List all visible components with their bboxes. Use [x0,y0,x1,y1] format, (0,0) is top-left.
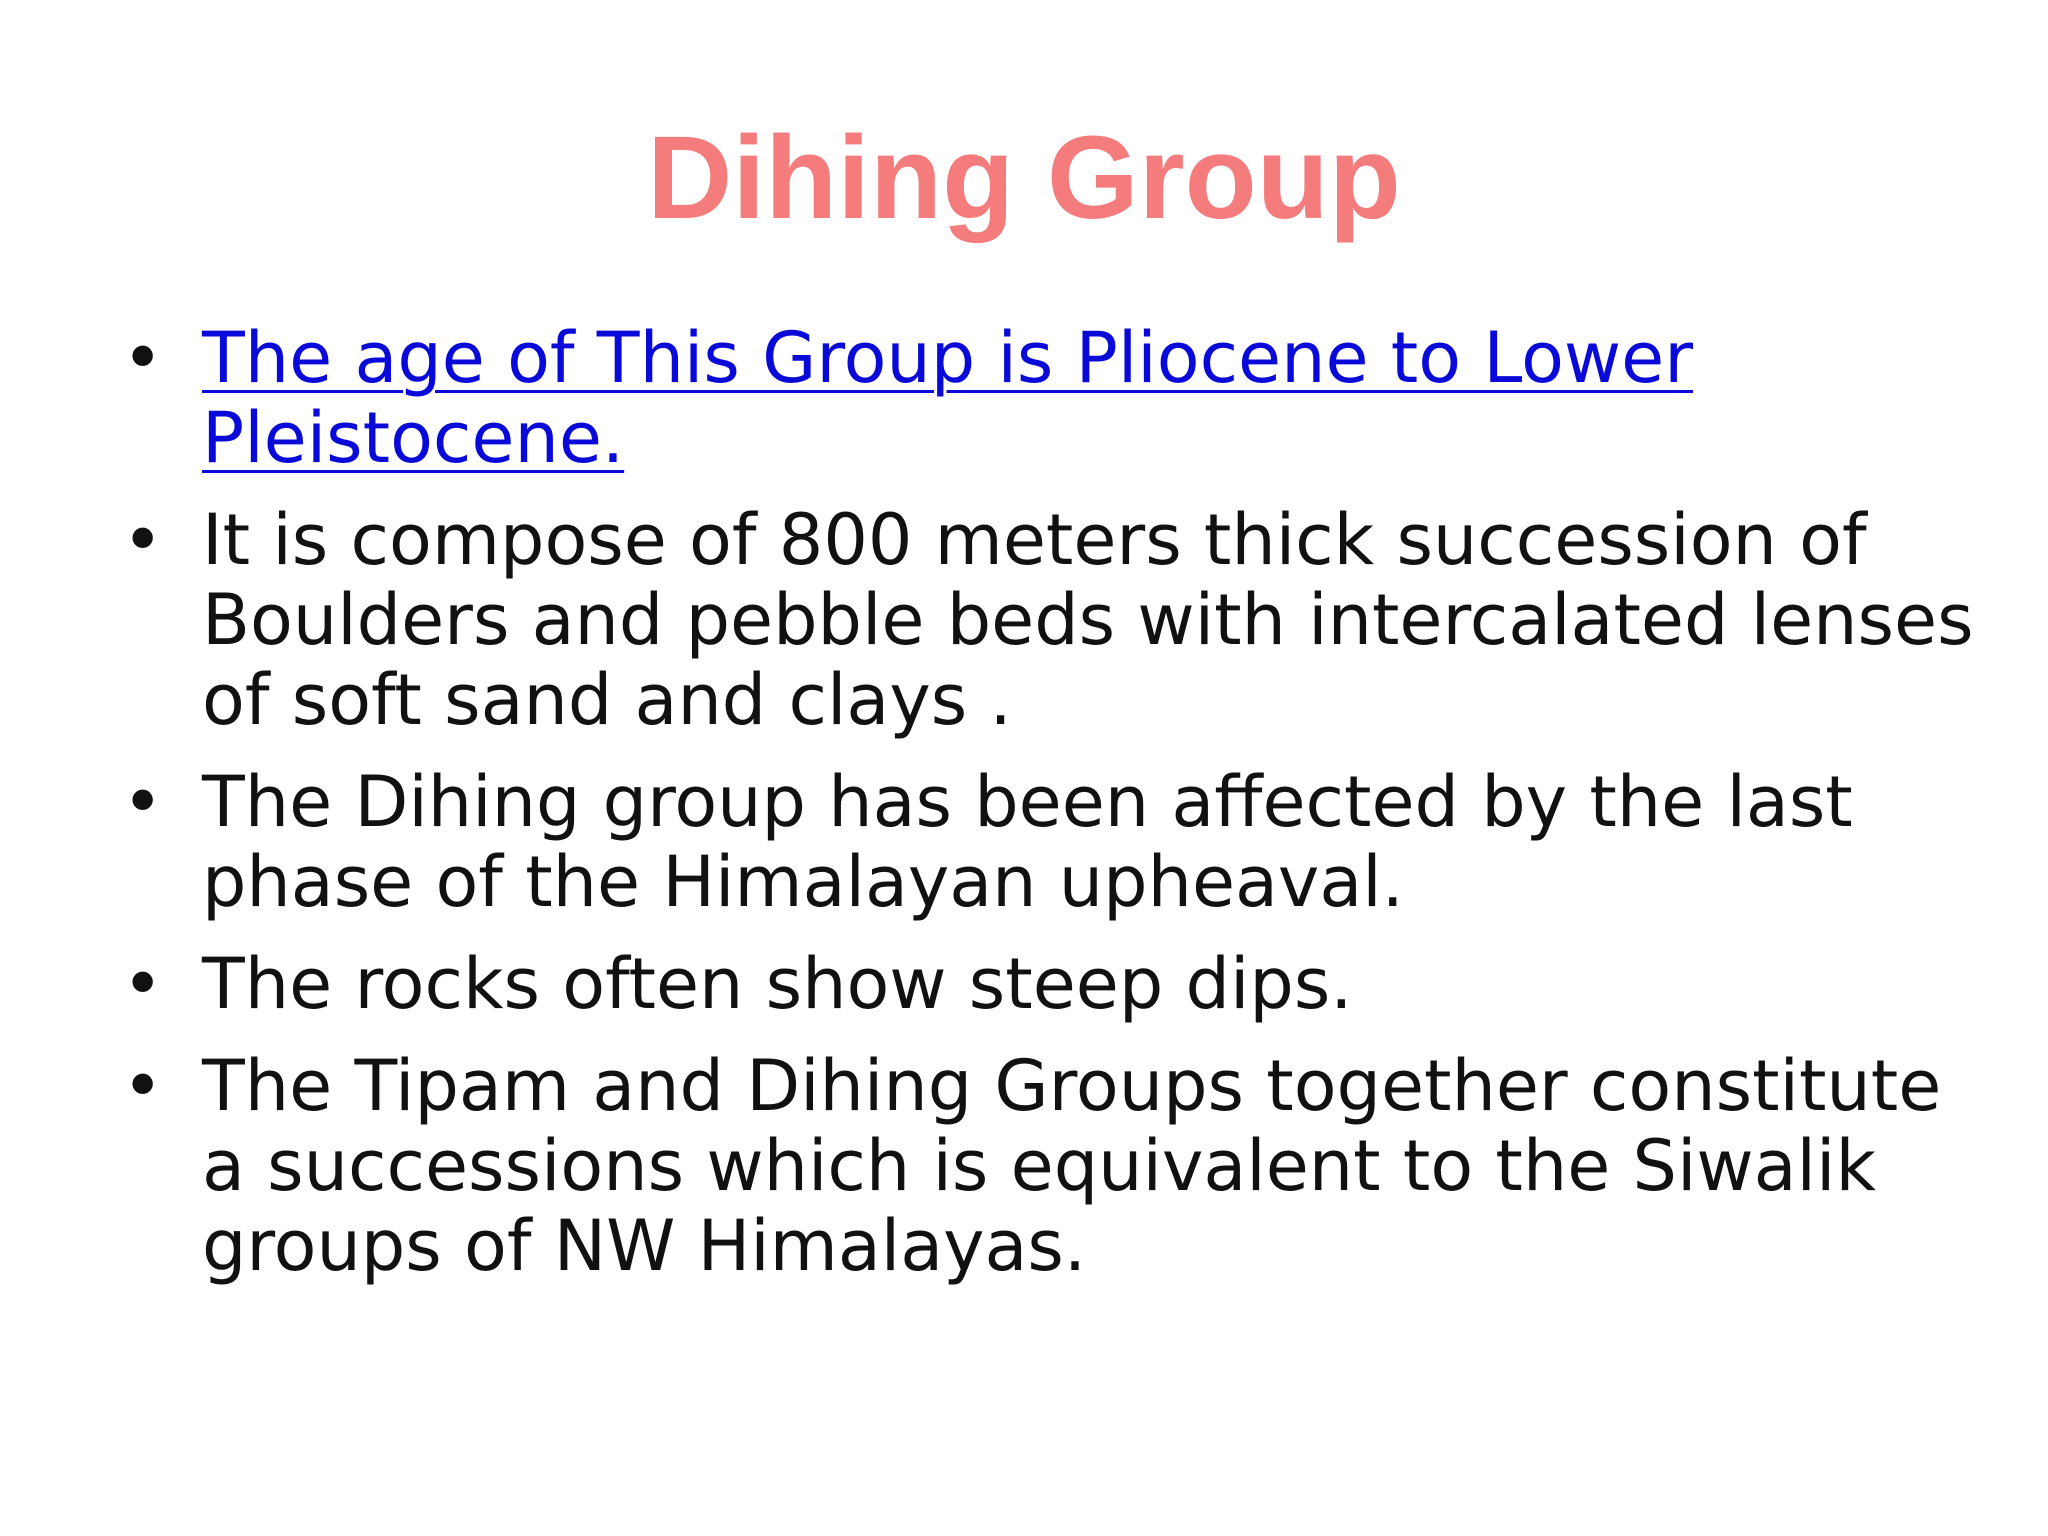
bullet-item-composition [0,500,2048,740]
bullet-item-dips [0,944,2048,1024]
bullet-item-siwalik [0,1046,2048,1286]
bullet-text-dips: The rocks often show steep dips. [202,943,1353,1025]
bullet-dot-icon: • [122,499,164,581]
bullet-dot-icon: • [122,1045,164,1127]
bullet-list [0,318,2048,1308]
bullet-dot-icon: • [122,943,164,1025]
bullet-item-age [0,318,2048,478]
bullet-item-upheaval [0,762,2048,922]
slide-title: Dihing Group [647,112,1401,244]
bullet-dot-icon: • [122,761,164,843]
bullet-text-upheaval: The Dihing group has been affected by the last phase of the Himalayan upheaval. [202,761,1853,923]
bullet-text-composition: It is compose of 800 meters thick succession of Boulders and pebble beds with intercalated lenses of soft sand and clays . [202,499,1974,741]
bullet-link-age[interactable]: The age of This Group is Pliocene to Lower Pleistocene. [202,317,1694,479]
bullet-text-siwalik: The Tipam and Dihing Groups together constitute a successions which is equivalent to the Siwalik groups of NW Himalayas. [202,1045,1942,1287]
bullet-dot-icon: • [122,317,164,399]
